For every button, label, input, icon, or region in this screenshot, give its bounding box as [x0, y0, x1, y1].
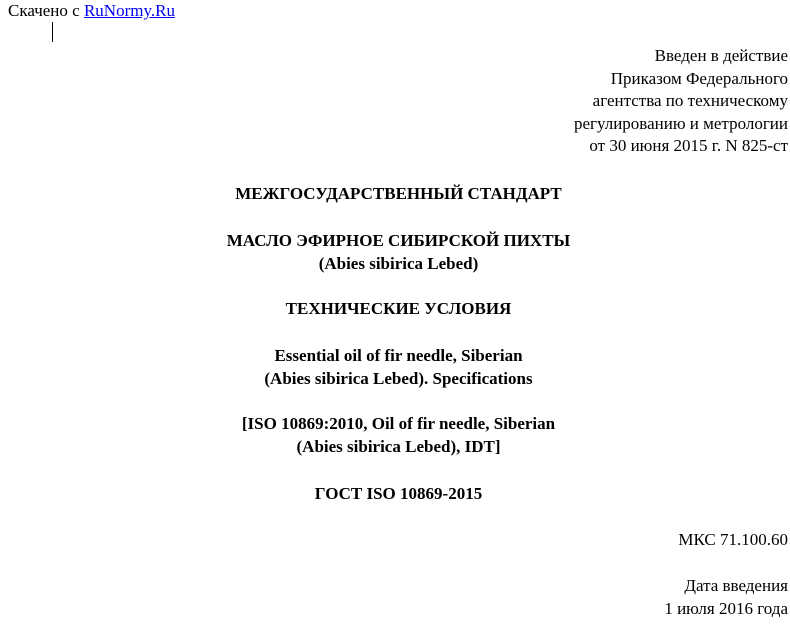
- source-prefix: Скачено с: [8, 1, 84, 20]
- text-cursor: [52, 22, 53, 42]
- effective-date: 1 июля 2016 года: [664, 599, 788, 618]
- iso-ref-line2: (Abies sibirica Lebed), IDT]: [296, 437, 501, 456]
- approval-line: Приказом Федерального: [610, 68, 788, 88]
- standard-type: МЕЖГОСУДАРСТВЕННЫЙ СТАНДАРТ: [235, 184, 562, 203]
- approval-line: от 30 июня 2015 г. N 825-ст: [589, 136, 788, 156]
- title-en-line1: Essential oil of fir needle, Siberian: [274, 346, 523, 365]
- subtitle-ru: ТЕХНИЧЕСКИЕ УСЛОВИЯ: [285, 299, 512, 318]
- title-ru: МАСЛО ЭФИРНОЕ СИБИРСКОЙ ПИХТЫ: [226, 231, 571, 250]
- effective-label: Дата введения: [684, 576, 788, 595]
- approval-line: агентства по техническому: [592, 91, 788, 111]
- standard-designation: ГОСТ ISO 10869-2015: [314, 484, 483, 503]
- title-latin: (Abies sibirica Lebed): [318, 254, 479, 273]
- iso-ref-line1: [ISO 10869:2010, Oil of fir needle, Siberian: [241, 414, 556, 433]
- title-en-line2: (Abies sibirica Lebed). Specifications: [264, 369, 533, 388]
- source-link[interactable]: RuNormy.Ru: [83, 1, 175, 20]
- source-line: [8, 1, 175, 21]
- mks-code: МКС 71.100.60: [678, 530, 788, 549]
- approval-block: [574, 45, 788, 158]
- approval-line: регулированию и метрологии: [573, 113, 788, 133]
- approval-line: Введен в действие: [654, 46, 788, 65]
